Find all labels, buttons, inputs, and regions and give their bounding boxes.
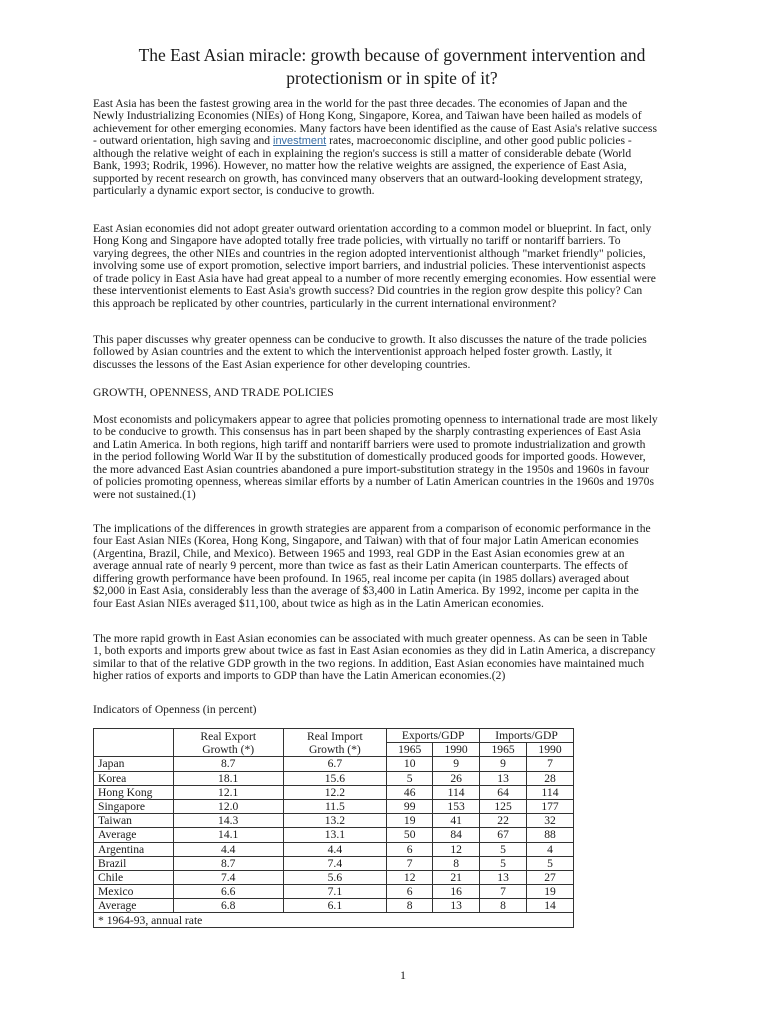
value-cell: 7.1 — [283, 885, 387, 899]
value-cell: 5 — [527, 856, 574, 870]
table-footnote: * 1964-93, annual rate — [94, 913, 574, 927]
text-line: these interventionist elements to East Asia's growth success? Did countries in the region grow despite this policy? Can — [93, 284, 643, 298]
value-cell: 99 — [387, 799, 433, 813]
value-cell: 12 — [387, 870, 433, 884]
value-cell: 14 — [527, 899, 574, 913]
country-cell: Chile — [94, 870, 174, 884]
text-line: of policies promoting openness, whereas similar efforts by a number of Latin American countries in the 1960s and 1970s — [93, 475, 654, 489]
value-cell: 8.7 — [173, 757, 283, 771]
value-cell: 6.8 — [173, 899, 283, 913]
value-cell: 177 — [527, 799, 574, 813]
table-caption: Indicators of Openness (in percent) — [93, 703, 257, 716]
text-line: in the period following World War II by the substitution of domestically produced goods for imported goods. However, — [93, 450, 646, 464]
text-line: higher ratios of exports and imports to GDP than have the Latin American economies.(2) — [93, 669, 506, 683]
table-row — [94, 757, 574, 771]
text-line: four East Asian NIEs (Korea, Hong Kong, Singapore, and Taiwan) with that of four major Latin American economies — [93, 534, 639, 548]
value-cell: 6.7 — [283, 757, 387, 771]
table-row — [94, 814, 574, 828]
value-cell: 46 — [387, 785, 433, 799]
text-line: were not sustained.(1) — [93, 487, 196, 501]
value-cell: 50 — [387, 828, 433, 842]
country-cell: Taiwan — [94, 814, 174, 828]
openness-table — [93, 728, 574, 928]
value-cell: 13.2 — [283, 814, 387, 828]
value-cell: 22 — [480, 814, 527, 828]
header-imports-1990: 1990 — [527, 743, 574, 757]
table-row — [94, 885, 574, 899]
value-cell: 4 — [527, 842, 574, 856]
value-cell: 19 — [527, 885, 574, 899]
value-cell: 6 — [387, 842, 433, 856]
header-imports-gdp: Imports/GDP — [480, 729, 574, 743]
table-row — [94, 842, 574, 856]
page-number: 1 — [400, 968, 406, 982]
text-line: to be conducive to growth. This consensus has in part been shaped by the sharply contrasting experiences of East Asia — [93, 425, 641, 439]
text-line: involving some use of export promotion, selective import barriers, and industrial policies. These interventionist aspects — [93, 259, 646, 273]
value-cell: 7.4 — [283, 856, 387, 870]
value-cell: 6 — [387, 885, 433, 899]
value-cell: 67 — [480, 828, 527, 842]
text-line: differing growth performance have been profound. In 1965, real income per capita (in 1985 dollars) averaged about — [93, 571, 630, 585]
value-cell: 19 — [387, 814, 433, 828]
country-cell: Hong Kong — [94, 785, 174, 799]
text-line: this approach be replicated by other countries, particularly in the current international environment? — [93, 296, 557, 310]
text-line: average annual rate of nearly 9 percent, more than twice as fast as their Latin American counterparts. The effects of — [93, 559, 628, 573]
value-cell: 12.2 — [283, 785, 387, 799]
investment-link[interactable]: investment — [273, 135, 327, 148]
value-cell: 8 — [433, 856, 480, 870]
value-cell: 14.1 — [173, 828, 283, 842]
table-row — [94, 785, 574, 799]
value-cell: 5 — [387, 771, 433, 785]
country-cell: Brazil — [94, 856, 174, 870]
text-line: discusses the lessons of the East Asian experience for other developing countries. — [93, 357, 471, 371]
country-cell: Singapore — [94, 799, 174, 813]
text-line: $2,000 in East Asia, considerably less than the average of $3,400 in Latin America. By 1992, income per capita in the — [93, 584, 639, 598]
header-import-growth: Real Import Growth (*) — [283, 729, 387, 757]
country-cell: Argentina — [94, 842, 174, 856]
paragraph-5 — [93, 523, 693, 610]
value-cell: 114 — [433, 785, 480, 799]
header-exports-gdp: Exports/GDP — [387, 729, 480, 743]
value-cell: 10 — [387, 757, 433, 771]
value-cell: 125 — [480, 799, 527, 813]
value-cell: 9 — [433, 757, 480, 771]
paragraph-3 — [93, 334, 693, 371]
value-cell: 13.1 — [283, 828, 387, 842]
text-line: and Latin America. In both regions, high tariff and nontariff barriers were used to promote industrialization and growth — [93, 437, 646, 451]
text-line: 1, both exports and imports grew about twice as fast in East Asian economies as they did in Latin America, a discrepancy — [93, 644, 656, 658]
value-cell: 14.3 — [173, 814, 283, 828]
text-line: of trade policy in East Asia have had great appeal to a number of more recently emerging economies. How essential were — [93, 271, 656, 285]
text-line: East Asian economies did not adopt greater outward orientation according to a common model or blueprint. In fact, only — [93, 222, 652, 235]
value-cell: 12.0 — [173, 799, 283, 813]
value-cell: 6.1 — [283, 899, 387, 913]
paragraph-2 — [93, 223, 693, 310]
text-line: Most economists and policymakers appear to agree that policies promoting openness to international trade are most likely — [93, 413, 658, 426]
table-row — [94, 899, 574, 913]
table-row — [94, 771, 574, 785]
value-cell: 32 — [527, 814, 574, 828]
country-cell: Average — [94, 828, 174, 842]
value-cell: 7 — [480, 885, 527, 899]
text-line: (Argentina, Brazil, Chile, and Mexico). Between 1965 and 1993, real GDP in the East Asian economies grew at an — [93, 546, 625, 560]
text-line: followed by Asian countries and the extent to which the interventionist approach helped foster growth. Lastly, it — [93, 345, 612, 359]
value-cell: 8.7 — [173, 856, 283, 870]
paragraph-1: East Asia has been the fastest growing area in the world for the past three decades. The economies of Japan and the Newly Industrializing Economies (NIEs) of Hong Kong, Singapore, Korea, and Taiwan have been hailed as models of achievement for other emerging economies. Many factors have been identified as the cause of East Asia's relative success - outward orientation, high saving and investment rates, macroeconomic discipline, and other good public policies - although the relative weight of each in explaining the region's success is still a matter of considerable debate (World Bank, 1993; Rodrik, 1996). However, no matter how the relative weights are assigned, the experience of East Asia, supported by recent research on growth, has convinced many observers that an outward-looking development strategy, particularly a dynamic export sector, is conducive to growth. — [93, 97, 657, 198]
country-cell: Mexico — [94, 885, 174, 899]
value-cell: 8 — [387, 899, 433, 913]
country-cell: Japan — [94, 757, 174, 771]
value-cell: 13 — [433, 899, 480, 913]
document-title: The East Asian miracle: growth because of government intervention and protectionism or in spite of it? — [138, 45, 646, 88]
header-imports-1965: 1965 — [480, 743, 527, 757]
text-line: similar to that of the relative GDP growth in the two regions. In addition, East Asian economies have maintained much — [93, 656, 645, 670]
value-cell: 4.4 — [173, 842, 283, 856]
header-exports-1990: 1990 — [433, 743, 480, 757]
country-cell: Korea — [94, 771, 174, 785]
value-cell: 7 — [387, 856, 433, 870]
table-row — [94, 828, 574, 842]
value-cell: 6.6 — [173, 885, 283, 899]
table-row — [94, 856, 574, 870]
paragraph-6 — [93, 633, 693, 683]
value-cell: 41 — [433, 814, 480, 828]
value-cell: 7 — [527, 757, 574, 771]
header-country — [94, 729, 174, 757]
text-line: This paper discusses why greater openness can be conducive to growth. It also discusses the nature of the trade policies — [93, 333, 647, 346]
value-cell: 18.1 — [173, 771, 283, 785]
text-line: varying degrees, the other NIEs and countries in the region adopted interventionist although "market friendly" policies, — [93, 246, 646, 260]
value-cell: 114 — [527, 785, 574, 799]
value-cell: 11.5 — [283, 799, 387, 813]
value-cell: 84 — [433, 828, 480, 842]
value-cell: 7.4 — [173, 870, 283, 884]
value-cell: 5 — [480, 842, 527, 856]
value-cell: 12 — [433, 842, 480, 856]
text-line: Hong Kong and Singapore have adopted totally free trade policies, with virtually no tariff or nontariff barriers. To — [93, 234, 621, 248]
value-cell: 13 — [480, 870, 527, 884]
section-heading: GROWTH, OPENNESS, AND TRADE POLICIES — [93, 386, 334, 399]
text-line: the more advanced East Asian countries abandoned a pure import-substitution strategy in the 1950s and 1960s in favour — [93, 462, 650, 476]
text-line: The more rapid growth in East Asian economies can be associated with much greater openness. As can be seen in Table — [93, 632, 648, 645]
table-row — [94, 870, 574, 884]
text-line: four East Asian NIEs averaged $11,100, about twice as high as in the Latin American economies. — [93, 596, 544, 610]
value-cell: 13 — [480, 771, 527, 785]
text-line: The implications of the differences in growth strategies are apparent from a comparison of economic performance in the — [93, 522, 651, 535]
value-cell: 12.1 — [173, 785, 283, 799]
value-cell: 26 — [433, 771, 480, 785]
value-cell: 5 — [480, 856, 527, 870]
value-cell: 153 — [433, 799, 480, 813]
country-cell: Average — [94, 899, 174, 913]
header-export-growth: Real Export Growth (*) — [173, 729, 283, 757]
value-cell: 4.4 — [283, 842, 387, 856]
value-cell: 28 — [527, 771, 574, 785]
value-cell: 5.6 — [283, 870, 387, 884]
value-cell: 9 — [480, 757, 527, 771]
value-cell: 27 — [527, 870, 574, 884]
value-cell: 88 — [527, 828, 574, 842]
value-cell: 21 — [433, 870, 480, 884]
value-cell: 16 — [433, 885, 480, 899]
header-exports-1965: 1965 — [387, 743, 433, 757]
value-cell: 15.6 — [283, 771, 387, 785]
value-cell: 64 — [480, 785, 527, 799]
paragraph-4 — [93, 414, 693, 501]
value-cell: 8 — [480, 899, 527, 913]
table-row — [94, 799, 574, 813]
